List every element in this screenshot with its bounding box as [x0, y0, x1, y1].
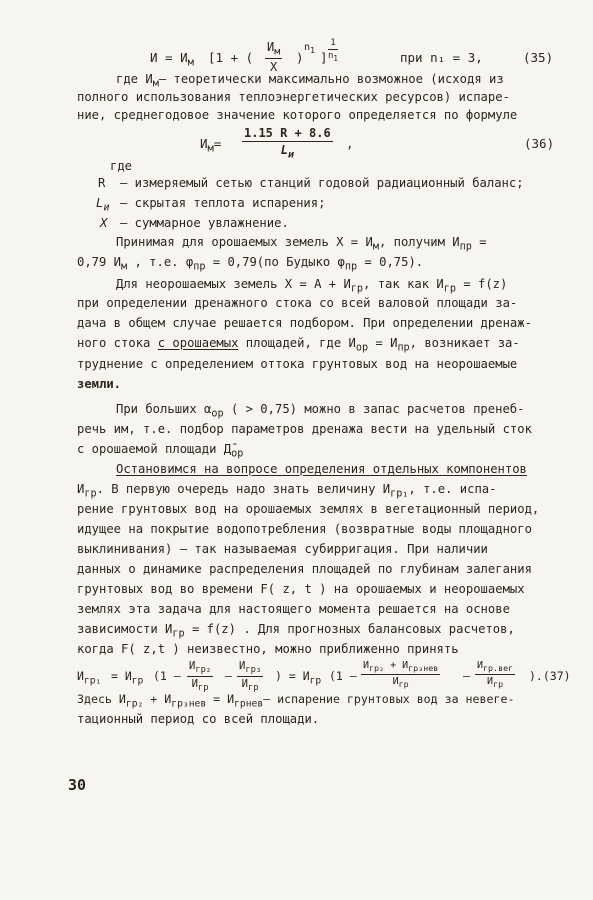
formula-35-close: ]: [320, 50, 328, 65]
formula-37-frac-4: $И_{гр.вег}$ $И_{гр}$: [477, 660, 514, 689]
text-line: труднение с определением оттока грунтовых вод на неорошаемые: [77, 357, 518, 371]
text-line: Здесь $И_{гр_2} + И_{гр_3нев} = И_{грнев}-$ испарение грунтовых вод за невеге-: [77, 692, 515, 710]
text-line: 0,79 $И_м$ , т.е. $\varphi_{пр} = 0,79(по$ Будыко $\varphi_{пр} = 0,75$).: [77, 255, 424, 273]
formula-37: $И_{гр_1}$ = $И_{гр}$ (1 – $И_{гр_2}$ $И_{гр}$ – $И_{гр_3}$ $И_{гр}$ ) = $И_{гр}$ (1 – $И_{гр_2} + И_{гр_3нев}$ $И_{гр}$ – $И_{гр.вег}$ $И_{гр}$ ).(37): [77, 660, 571, 694]
text-line: выклинивания) – так называемая субирригация. При наличии: [77, 542, 488, 556]
text-line: $И_{гр}$. В первую очередь надо знать величину $И_{гр_1}$, т.е. испа-: [77, 482, 497, 500]
text-line: ного стока с орошаемых площадей, где $И_{ор} = И_{пр}$, возникает за-: [77, 336, 520, 354]
text-line: где: [110, 159, 133, 173]
text-line: рение грунтовых вод на орошаемых землях в вегетационный период,: [77, 502, 540, 516]
formula-35-fraction: $И_м$ X: [267, 40, 281, 75]
text-line: когда F( z,t ) неизвестно, можно приближенно принять: [77, 642, 459, 656]
text-line: землях эта задача для настоящего момента решается на основе: [77, 602, 510, 616]
text-line: дача в общем случае решается подбором. При определении дренаж-: [77, 316, 532, 330]
text-line: речь им, т.е. подбор параметров дренажа вести на удельный сток: [77, 422, 532, 436]
formula-36-fraction: 1.15 R + 8.6 $L_и$: [244, 126, 331, 161]
text-line: грунтовых вод во времени F( z, t ) на орошаемых и неорошаемых: [77, 582, 525, 596]
text-line: полного использования теплоэнергетических ресурсов) испаре-: [77, 90, 510, 104]
formula-37-frac-2: $И_{гр_3}$ $И_{гр}$: [239, 660, 262, 694]
formula-35-number: (35): [523, 50, 554, 65]
text-line: при определении дренажного стока со всей валовой площади за-: [77, 296, 518, 310]
text-line: Остановимся на вопросе определения отдельных компонентов: [116, 462, 527, 476]
formula-35-condition: при n₁ = 3,: [400, 50, 483, 65]
definition-l: $L_и$ – скрытая теплота испарения;: [96, 196, 326, 214]
formula-37-frac-3: $И_{гр_2} + И_{гр_3нев}$ $И_{гр}$: [363, 660, 439, 689]
formula-36-lhs: $И_м=$: [200, 136, 222, 155]
text-line: где $И_м-$ теоретически максимально возможное (исходя из: [116, 72, 504, 90]
text-line: Принимая для орошаемых земель $X = И_м$, получим $И_{пр}$ =: [116, 235, 487, 253]
text-line: ние, среднегодовое значение которого определяется по формуле: [77, 108, 518, 122]
formula-35-lhs: $И = И_м$: [150, 50, 194, 69]
formula-35-bracket-close: ): [296, 50, 304, 65]
formula-35-exponent: $\frac{1}{n_1}$: [328, 38, 338, 63]
text-line: При больших $\alpha_{ор}$ ( > 0,75) можно в запас расчетов пренеб-: [116, 402, 525, 420]
text-line: зависимости $И_{гр} = f(z)$ . Для прогнозных балансовых расчетов,: [77, 622, 515, 640]
text-line: земли.: [77, 377, 122, 391]
text-line: идущее на покрытие водопотребления (возвратные воды площадного: [77, 522, 532, 536]
text-line: данных о динамике распределения площадей по глубинам залегания: [77, 562, 532, 576]
page-number: 30: [68, 776, 87, 794]
formula-37-frac-1: $И_{гр_2}$ $И_{гр}$: [189, 660, 212, 694]
text-line: Для неорошаемых земель $X = A + И_{гр}$, так как $И_{гр} = f(z)$: [116, 277, 508, 295]
formula-35-power: $n_1$: [304, 42, 316, 55]
text-line: тационный период со всей площади.: [77, 712, 320, 726]
formula-35-bracket-open: [1 + (: [208, 50, 254, 65]
text-line: с орошаемой площади $Д̄_{ор}$: [77, 442, 244, 460]
formula-36: [200, 126, 560, 162]
formula-36-comma: ,: [346, 136, 354, 151]
definition-r: R – измеряемый сетью станций годовой радиационный баланс;: [98, 176, 524, 190]
formula-36-number: (36): [524, 136, 555, 151]
definition-x: X – суммарное увлажнение.: [100, 216, 289, 230]
